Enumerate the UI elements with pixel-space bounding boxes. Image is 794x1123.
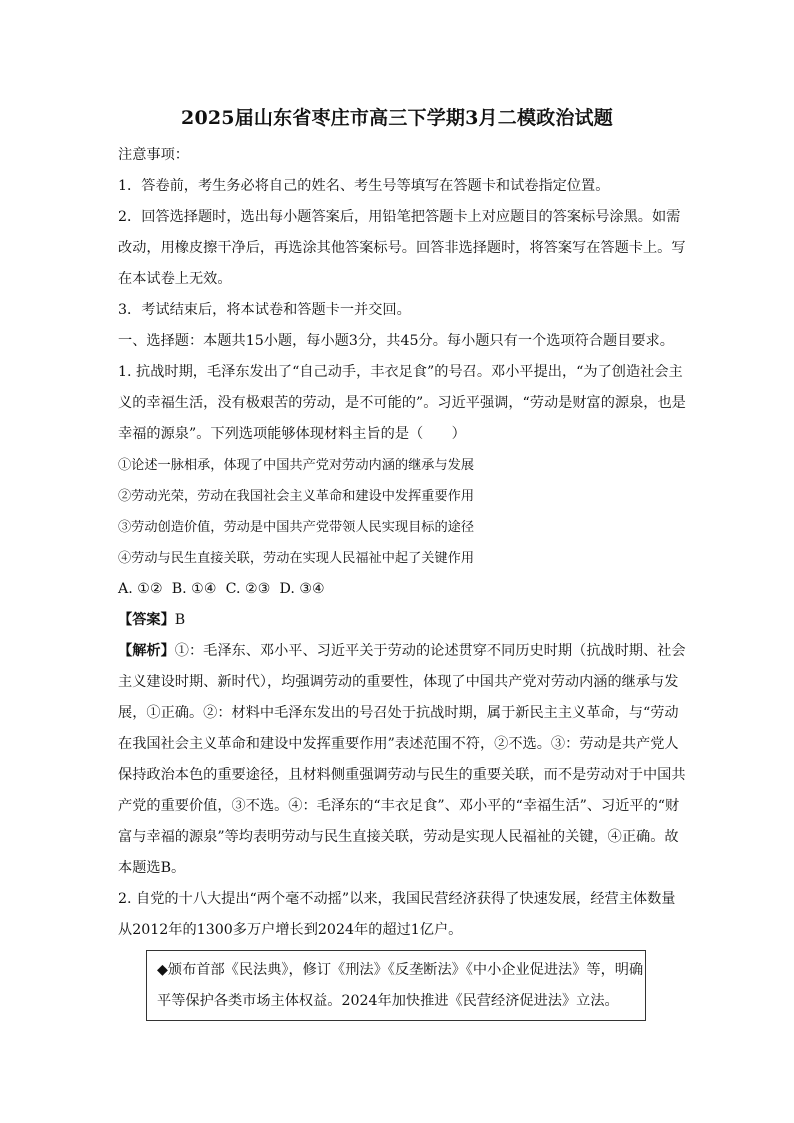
statement-1: ①论述一脉相承，体现了中国共产党对劳动内涵的继承与发展 <box>118 458 475 473</box>
answer-choices: A. ①② B. ①④ C. ②③ D. ③④ <box>118 581 325 597</box>
answer-line <box>118 605 684 636</box>
statement-3: ③劳动创造价值，劳动是中国共产党带领人民实现目标的途径 <box>118 520 475 535</box>
document-body <box>118 140 684 946</box>
question-2 <box>118 884 684 946</box>
statement-4: ④劳动与民生直接关联，劳动在实现人民福祉中起了关键作用 <box>118 551 475 566</box>
notice-heading: 注意事项： <box>118 147 189 163</box>
statement-2: ②劳动光荣，劳动在我国社会主义革命和建设中发挥重要作用 <box>118 489 475 504</box>
notice-item-3: 3．考试结束后，将本试卷和答题卡一并交回。 <box>118 302 411 318</box>
notice-item-1: 1．答卷前，考生务必将自己的姓名、考生号等填写在答题卡和试卷指定位置。 <box>118 178 610 194</box>
analysis: 【解析】①：毛泽东、邓小平、习近平关于劳动的论述贯穿不同历史时期（抗战时期、社会 主义建设时期、新时代），均强调劳动的重要性，体现了中国共产党对劳动内涵的继承与发 展，①正确。②：材料中毛泽东发出的号召处于抗战时期，属于新民主主义革命，与“劳动 在我国社会主义革命和建设中发挥重要作用”表述范围不符，②不选。③：劳动是共产党人 保持政治本色的重要途径，且材料侧重强调劳动与民生的重要关联，而不是劳动对于中国共 产党的重要价值，③不选。④：毛泽东的“丰衣足食”、邓小平的“幸福生活”、习近平的“财 富与幸福的源泉”等均表明劳动与民生直接关联，劳动是实现人民福祉的关键，④正确。故 本题选B。 <box>118 643 686 876</box>
notice-item-2: 2．回答选择题时，选出每小题答案后，用铅笔把答题卡上对应题目的答案标号涂黑。如需 改动，用橡皮擦干净后，再选涂其他答案标号。回答非选择题时，将答案写在答题卡上。写 在本试卷上无效。 <box>118 209 686 287</box>
analysis-label: 【解析】 <box>118 643 175 659</box>
question-1 <box>118 357 684 884</box>
page-title: 2025届山东省枣庄市高三下学期3月二模政治试题 <box>181 107 613 129</box>
material-box: ◆颁布首部《民法典》，修订《刑法》《反垄断法》《中小企业促进法》等，明确 平等保护各类市场主体权益。2024年加快推进《民营经济促进法》立法。 <box>146 950 646 1021</box>
question-1-stem: 1. 抗战时期，毛泽东发出了“自己动手，丰衣足食”的号召。邓小平提出，“为了创造社会主 义的幸福生活，没有极艰苦的劳动，是不可能的”。习近平强调，“劳动是财富的源泉，也是 幸福的源泉”。下列选项能够体现材料主旨的是（ ） <box>118 364 686 442</box>
question-2-stem: 2. 自党的十八大提出“两个毫不动摇”以来，我国民营经济获得了快速发展，经营主体数量 从2012年的1300多万户增长到2024年的超过1亿户。 <box>118 891 676 938</box>
section-heading: 一、选择题：本题共15小题，每小题3分，共45分。每小题只有一个选项符合题目要求。 <box>118 333 674 349</box>
answer-label: 【答案】 <box>118 612 175 628</box>
answer-value: B <box>174 612 186 628</box>
